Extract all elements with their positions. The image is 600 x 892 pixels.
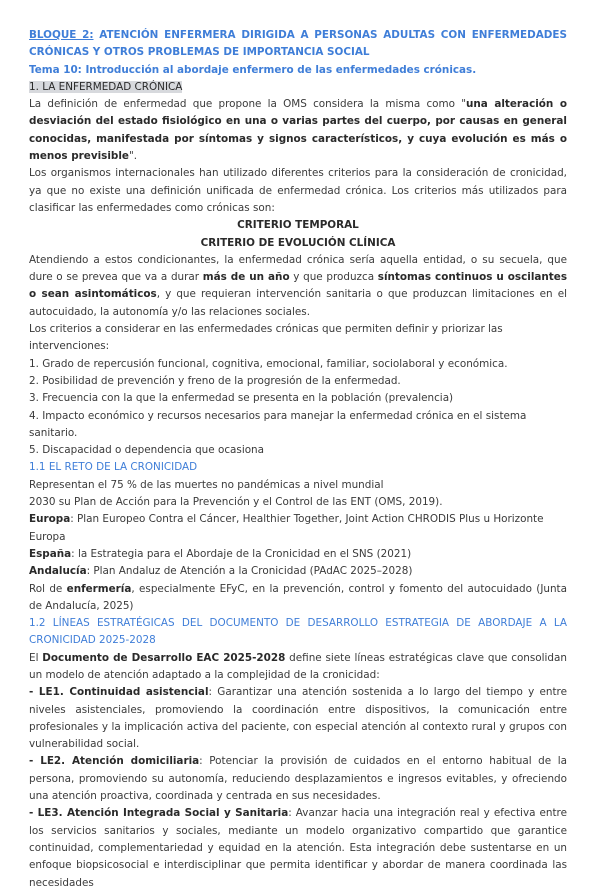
- list-item: 2. Posibilidad de prevención y freno de la progresión de la enfermedad.: [29, 374, 401, 387]
- line-espana: [29, 546, 567, 563]
- bold-run: Europa: [29, 513, 71, 526]
- section-1-1-heading: 1.1 EL RETO DE LA CRONICIDAD: [29, 461, 198, 474]
- text-run: y que produzca: [289, 271, 378, 284]
- text-run: La definición de enfermedad que propone la OMS considera la misma como ": [29, 98, 467, 111]
- paragraph-criteria-intro: Los organismos internacionales han utilizado diferentes criterios para la consideración de cronicidad, ya que no existe una definición unificada de enfermedad crónica. Los criterios más utilizados para clasificar las enfermedades como crónicas son:: [29, 167, 567, 214]
- text-run: : Avanzar hacia una integración real y efectiva entre los servicios sanitarios y sociales, mediante un modelo organizativo compartido que garantice continuidad, complementariedad y equidad en la atención. Esta integración debe sustentarse en un enfoque biopsicosocial e interdisciplinar que permita identificar y abordar de manera coordinada las necesidades: [29, 807, 567, 889]
- criterion-clinical: CRITERIO DE EVOLUCIÓN CLÍNICA: [200, 236, 396, 249]
- list-item: 4. Impacto económico y recursos necesarios para manejar la enfermedad crónica en el sistema sanitario.: [29, 409, 527, 439]
- list-item: 3. Frecuencia con la que la enfermedad se presenta en la población (prevalencia): [29, 392, 454, 405]
- block-label: BLOQUE 2:: [29, 29, 94, 41]
- criterion-temporal: CRITERIO TEMPORAL: [237, 219, 359, 232]
- line-europa: [29, 511, 567, 546]
- bold-run: - LE1. Continuidad asistencial: [29, 686, 209, 699]
- text-run: : Plan Andaluz de Atención a la Cronicidad (PAdAC 2025–2028): [86, 565, 413, 578]
- line-who-plan: 2030 su Plan de Acción para la Prevención y el Control de las ENT (OMS, 2019).: [29, 496, 443, 509]
- text-run: define siete líneas estratégicas clave que consolidan un modelo de atención adaptado a la complejidad de la cronicidad:: [29, 651, 567, 681]
- bold-run: - LE3. Atención Integrada Social y Sanitaria: [29, 807, 289, 820]
- bold-run: enfermería: [66, 582, 132, 595]
- block-title-text: ATENCIÓN ENFERMERA DIRIGIDA A PERSONAS ADULTAS CON ENFERMEDADES CRÓNICAS Y OTROS PROBLEMAS DE IMPORTANCIA SOCIAL: [29, 29, 567, 59]
- list-item: 5. Discapacidad o dependencia que ocasiona: [29, 444, 265, 457]
- bold-run: una alteración o desviación del estado fisiológico en una o varias partes del cuerpo, por causas en general conocidas, manifestada por síntomas y signos característicos, y cuya evolución es más o menos previsible: [29, 98, 567, 163]
- section-1-2-heading: 1.2 LÍNEAS ESTRATÉGICAS DEL DOCUMENTO DE DESARROLLO ESTRATEGIA DE ABORDAJE A LA CRONICIDAD 2025-2028: [29, 617, 567, 647]
- text-run: ".: [128, 150, 138, 163]
- text-run: : la Estrategia para el Abordaje de la Cronicidad en el SNS (2021): [71, 547, 412, 560]
- paragraph-nursing-role: [29, 581, 567, 616]
- bold-run: - LE2. Atención domiciliaria: [29, 755, 200, 768]
- paragraph-le1: [29, 684, 567, 753]
- bold-run: España: [29, 547, 72, 560]
- paragraph-criteria-list-intro: Los criterios a considerar en las enfermedades crónicas que permiten definir y priorizar las intervenciones:: [29, 323, 503, 353]
- text-run: Rol de: [29, 582, 67, 595]
- section-1-heading: [29, 79, 567, 96]
- text-run: El: [29, 651, 43, 664]
- section-1-heading-text: 1. LA ENFERMEDAD CRÓNICA: [29, 80, 183, 93]
- bold-run: Documento de Desarrollo EAC 2025-2028: [42, 651, 286, 664]
- paragraph-le2: [29, 753, 567, 805]
- text-run: , especialmente EFyC, en la prevención, control y fomento del autocuidado (Junta de Andalucía, 2025): [29, 582, 567, 612]
- paragraph-who-definition: [29, 96, 567, 165]
- paragraph-chronic-definition: [29, 252, 567, 321]
- text-run: : Potenciar la provisión de cuidados en el entorno habitual de la persona, promoviendo su autonomía, reduciendo desplazamientos e ingresos evitables, y ofreciendo una atención proactiva, coordinada y centrada en sus necesidades.: [29, 755, 567, 803]
- bold-run: síntomas continuos u oscilantes o sean asintomáticos: [29, 271, 568, 301]
- list-item: 1. Grado de repercusión funcional, cognitiva, emocional, familiar, sociolaboral y económica.: [29, 357, 508, 370]
- text-run: Atendiendo a estos condicionantes, la enfermedad crónica sería aquella entidad, o su secuela, que dure o se prevea que va a durar: [29, 253, 567, 284]
- block-title: [29, 27, 567, 62]
- bold-run: Andalucía: [29, 565, 87, 578]
- line-andalucia: [29, 563, 567, 580]
- topic-title: Tema 10: Introducción al abordaje enfermero de las enfermedades crónicas.: [29, 63, 477, 76]
- text-run: : Garantizar una atención sostenida a lo largo del tiempo y entre niveles asistenciales, promoviendo la coordinación entre dispositivos, la comunicación entre profesionales y la implicación activa del paciente, con especial atención al contexto rural y grupos con vulnerabilidad social.: [29, 686, 567, 751]
- paragraph-eac-intro: [29, 650, 567, 685]
- text-run: , y que requieran intervención sanitaria o que produzcan limitaciones en el autocuidado, la autonomía y/o las relaciones sociales.: [29, 288, 568, 318]
- paragraph-le3: [29, 805, 567, 891]
- line-mortality: Representan el 75 % de las muertes no pandémicas a nivel mundial: [29, 478, 384, 491]
- bold-run: más de un año: [202, 271, 290, 284]
- document-page: [29, 27, 567, 892]
- text-run: : Plan Europeo Contra el Cáncer, Healthier Together, Joint Action CHRODIS Plus u Horizonte Europa: [29, 513, 544, 543]
